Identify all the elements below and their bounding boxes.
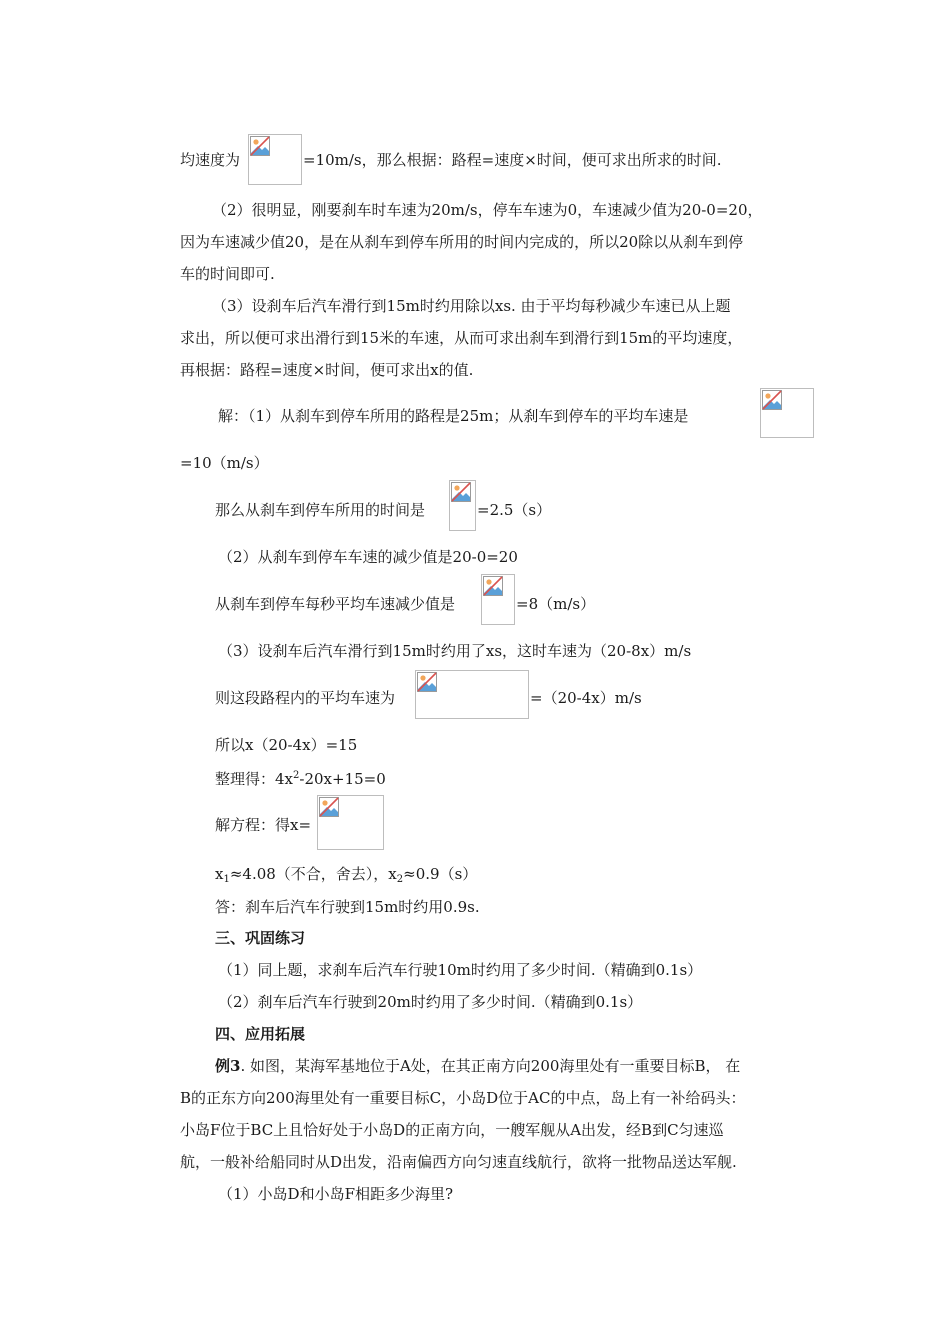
text-line: 例3. 如图，某海军基地位于A处，在其正南方向200海里处有一重要目标B， 在 bbox=[215, 1057, 741, 1075]
broken-image-icon bbox=[250, 136, 270, 156]
text-line: =8（m/s） bbox=[516, 595, 596, 613]
text-line: 从刹车到停车每秒平均车速减少值是 bbox=[215, 595, 456, 613]
text-line: 均速度为 bbox=[180, 151, 241, 169]
text-line: （1）同上题，求刹车后汽车行驶10m时约用了多少时间.（精确到0.1s） bbox=[218, 961, 703, 979]
text-line: B的正东方向200海里处有一重要目标C，小岛D位于AC的中点，岛上有一补给码头： bbox=[180, 1089, 746, 1107]
text-line: $x_1\approx 4.08$（不合，舍去），$x_2\approx 0.9(s)$ bbox=[215, 865, 478, 885]
text-line: （2）刹车后汽车行驶到20m时约用了多少时间.（精确到0.1s） bbox=[218, 993, 643, 1011]
text-line: 解：（1）从刹车到停车所用的路程是25m；从刹车到停车的平均车速是 bbox=[218, 407, 689, 425]
text-line: （2）很明显，刚要刹车时车速为20m/s，停车车速为0，车速减少值为20-0=20， bbox=[212, 201, 763, 219]
text-line: （3）设刹车后汽车滑行到15m时约用除以xs. 由于平均每秒减少车速已从上题 bbox=[212, 297, 731, 315]
text-line: 小岛F位于BC上且恰好处于小岛D的正南方向，一艘军舰从A出发，经B到C匀速巡 bbox=[180, 1121, 724, 1139]
example-label: 例3 bbox=[215, 1057, 241, 1075]
text-line: （3）设刹车后汽车滑行到15m时约用了xs，这时车速为（20-8x）m/s bbox=[218, 642, 692, 660]
text-line: 整理得：$4x^2-20x+15=0$ bbox=[215, 770, 386, 788]
text-line: （2）从刹车到停车车速的减少值是20-0=20 bbox=[218, 548, 518, 566]
text-line: 所以x（20-4x）=15 bbox=[215, 736, 358, 754]
section-heading: 四、应用拓展 bbox=[215, 1025, 306, 1043]
formula-image bbox=[248, 134, 302, 185]
text-line: =（20-4x）m/s bbox=[530, 689, 642, 707]
broken-image-icon bbox=[483, 576, 503, 596]
text-line: 再根据：路程=速度×时间，便可求出x的值. bbox=[180, 361, 474, 379]
text-line: =10m/s，那么根据：路程=速度×时间，便可求出所求的时间. bbox=[303, 151, 722, 169]
section-heading: 三、巩固练习 bbox=[215, 929, 306, 947]
formula-image bbox=[449, 480, 476, 531]
broken-image-icon bbox=[762, 390, 782, 410]
broken-image-icon bbox=[319, 797, 339, 817]
formula-image bbox=[760, 388, 814, 438]
broken-image-icon bbox=[417, 672, 437, 692]
formula-image bbox=[317, 795, 384, 850]
broken-image-icon bbox=[451, 482, 471, 502]
text-line: =2.5（s） bbox=[477, 501, 552, 519]
formula-image bbox=[415, 670, 529, 719]
text-line: 求出，所以便可求出滑行到15米的车速，从而可求出刹车到滑行到15m的平均速度， bbox=[180, 329, 743, 347]
text-line: 那么从刹车到停车所用的时间是 bbox=[215, 501, 426, 519]
formula-image bbox=[481, 574, 515, 625]
text-line: （1）小岛D和小岛F相距多少海里? bbox=[218, 1185, 454, 1203]
text-line: 航，一般补给船同时从D出发，沿南偏西方向匀速直线航行，欲将一批物品送达军舰. bbox=[180, 1153, 737, 1171]
text-line: =10（m/s） bbox=[180, 454, 269, 472]
text-line: 解方程：得x= bbox=[215, 816, 312, 834]
text-line: 答：刹车后汽车行驶到15m时约用0.9s. bbox=[215, 898, 480, 916]
text-line: 因为车速减少值20，是在从刹车到停车所用的时间内完成的，所以20除以从刹车到停 bbox=[180, 233, 744, 251]
text-line: 则这段路程内的平均车速为 bbox=[215, 689, 396, 707]
text-line: 车的时间即可. bbox=[180, 265, 275, 283]
